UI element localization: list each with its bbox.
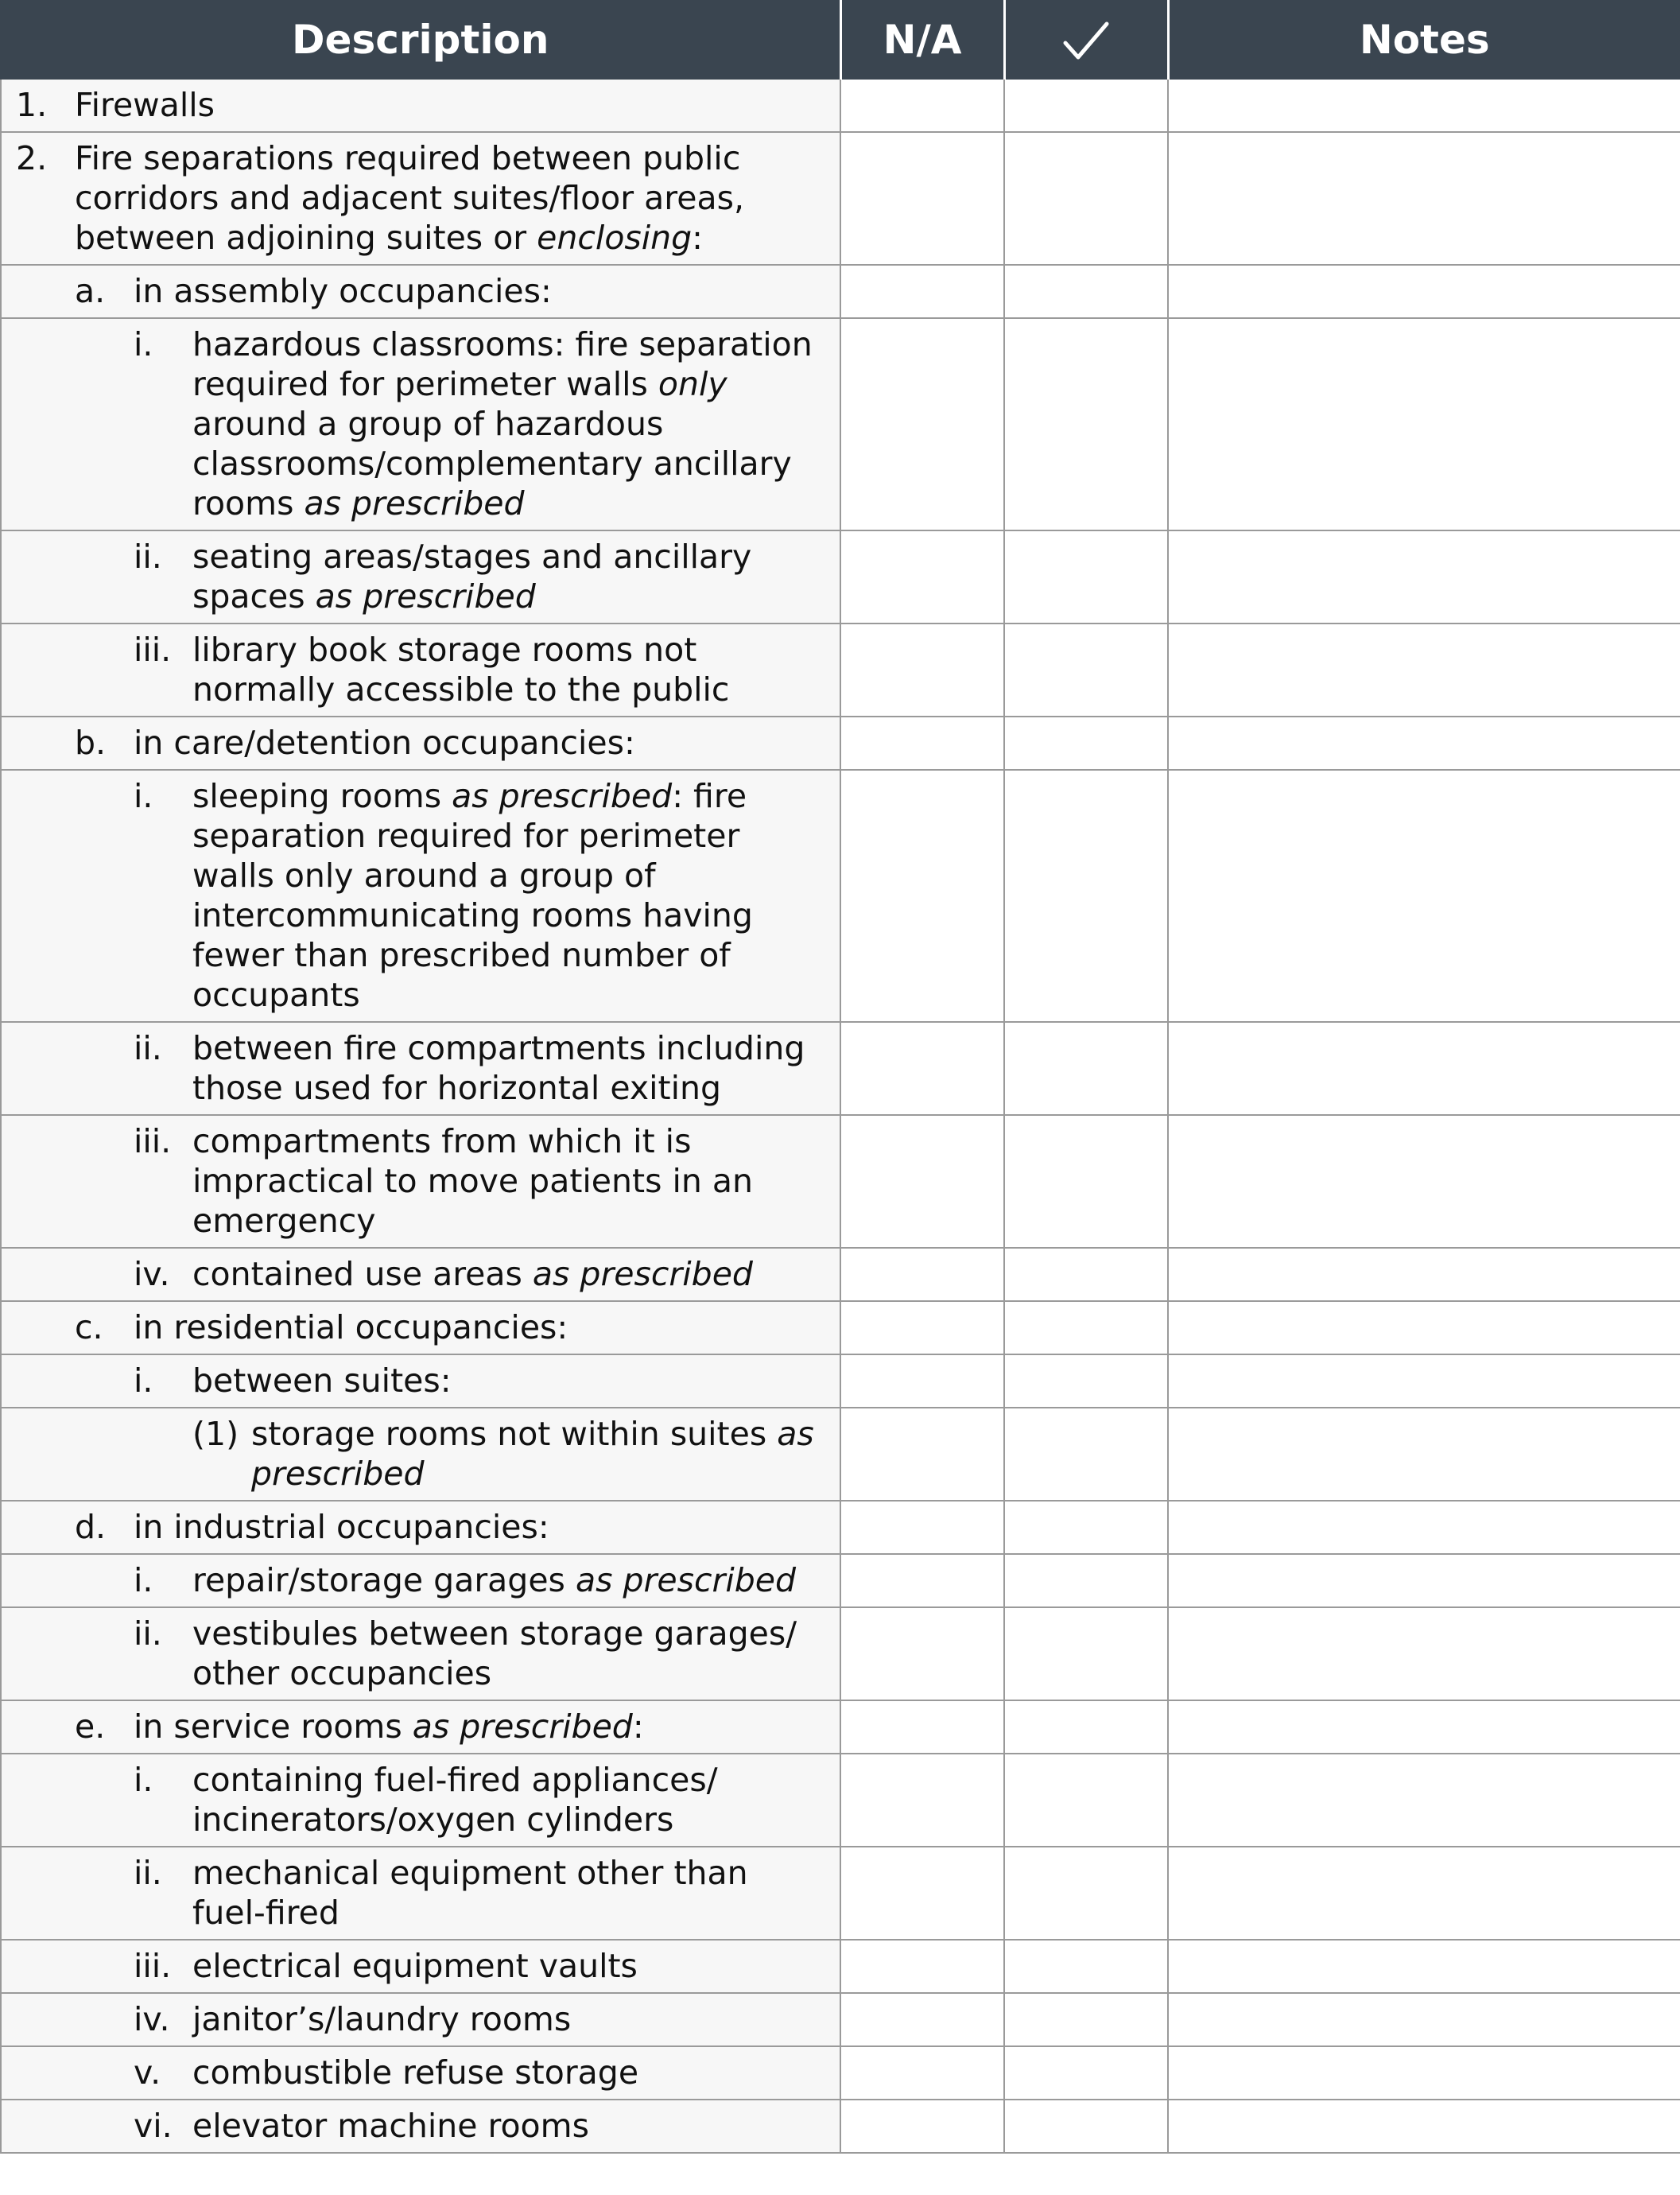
na-cell[interactable] bbox=[840, 1993, 1004, 2046]
header-check bbox=[1004, 1, 1168, 79]
item-text-segment: in industrial occupancies: bbox=[134, 1508, 549, 1546]
check-cell[interactable] bbox=[1004, 1408, 1168, 1501]
description-cell bbox=[1, 1940, 840, 1993]
na-cell[interactable] bbox=[840, 79, 1004, 132]
description-cell bbox=[1, 1115, 840, 1248]
notes-cell[interactable] bbox=[1168, 770, 1680, 1022]
item-number: i. bbox=[134, 1761, 153, 1799]
checklist-item bbox=[2, 1760, 821, 1840]
item-number: ii. bbox=[134, 538, 162, 576]
na-cell[interactable] bbox=[840, 2100, 1004, 2153]
table-row bbox=[1, 1940, 1680, 1993]
checklist-item bbox=[2, 1507, 821, 1547]
item-text-segment: combustible refuse storage bbox=[192, 2053, 639, 2092]
check-cell[interactable] bbox=[1004, 1248, 1168, 1301]
description-cell bbox=[1, 2100, 840, 2153]
table-row bbox=[1, 1408, 1680, 1501]
header-row bbox=[1, 1, 1680, 79]
item-number: v. bbox=[134, 2053, 161, 2092]
description-cell bbox=[1, 1754, 840, 1847]
item-text bbox=[134, 723, 821, 763]
description-cell bbox=[1, 1847, 840, 1940]
description-cell bbox=[1, 1993, 840, 2046]
na-cell[interactable] bbox=[840, 770, 1004, 1022]
item-number: i. bbox=[134, 1362, 153, 1400]
notes-cell[interactable] bbox=[1168, 1115, 1680, 1248]
description-cell bbox=[1, 132, 840, 265]
item-text-segment: Fire separations required between public corridors and adjacent suites/floor areas, between adjoining suites or bbox=[75, 139, 744, 257]
notes-cell[interactable] bbox=[1168, 1022, 1680, 1115]
check-cell[interactable] bbox=[1004, 1022, 1168, 1115]
check-cell[interactable] bbox=[1004, 2046, 1168, 2100]
item-text bbox=[192, 537, 821, 616]
checklist-item bbox=[2, 324, 821, 523]
item-number: ii. bbox=[134, 1029, 162, 1067]
check-cell[interactable] bbox=[1004, 1554, 1168, 1607]
na-cell[interactable] bbox=[840, 1115, 1004, 1248]
item-number: ii. bbox=[134, 1614, 162, 1653]
item-text-segment: : bbox=[632, 1707, 644, 1746]
description-cell bbox=[1, 1700, 840, 1754]
notes-cell[interactable] bbox=[1168, 717, 1680, 770]
notes-cell[interactable] bbox=[1168, 1301, 1680, 1354]
table-row bbox=[1, 1022, 1680, 1115]
table-row bbox=[1, 770, 1680, 1022]
check-cell[interactable] bbox=[1004, 530, 1168, 624]
item-text bbox=[192, 1121, 821, 1241]
item-number: ii. bbox=[134, 1854, 162, 1892]
na-cell[interactable] bbox=[840, 1700, 1004, 1754]
table-row bbox=[1, 1301, 1680, 1354]
checklist-item bbox=[2, 2053, 821, 2092]
description-cell bbox=[1, 318, 840, 530]
na-cell[interactable] bbox=[840, 530, 1004, 624]
checklist-item bbox=[2, 1307, 821, 1347]
header-description: Description bbox=[1, 1, 840, 79]
checklist-item bbox=[2, 138, 821, 258]
checklist-item bbox=[2, 2106, 821, 2146]
item-text-emphasis: as prescribed bbox=[532, 1255, 753, 1293]
table-row bbox=[1, 1754, 1680, 1847]
item-text-segment: storage rooms not within suites bbox=[251, 1415, 778, 1453]
check-cell[interactable] bbox=[1004, 1354, 1168, 1408]
item-text bbox=[192, 1853, 821, 1933]
item-number: e. bbox=[75, 1707, 106, 1746]
table-row bbox=[1, 2100, 1680, 2153]
item-text bbox=[192, 324, 821, 523]
item-text-emphasis: as prescribed bbox=[315, 577, 536, 616]
checklist-item bbox=[2, 1707, 821, 1746]
item-text-segment: between suites: bbox=[192, 1362, 452, 1400]
table-row bbox=[1, 2046, 1680, 2100]
item-text-segment: repair/storage garages bbox=[192, 1561, 576, 1599]
check-cell[interactable] bbox=[1004, 1940, 1168, 1993]
item-text-segment: in service rooms bbox=[134, 1707, 413, 1746]
item-text bbox=[192, 1760, 821, 1840]
table-row bbox=[1, 1993, 1680, 2046]
checklist-item bbox=[2, 630, 821, 709]
item-number: b. bbox=[75, 724, 107, 762]
table-row bbox=[1, 624, 1680, 717]
item-text bbox=[251, 1414, 821, 1494]
description-cell bbox=[1, 770, 840, 1022]
item-number: i. bbox=[134, 777, 153, 815]
item-number: d. bbox=[75, 1508, 107, 1546]
description-cell bbox=[1, 1501, 840, 1554]
checklist-item bbox=[2, 1254, 821, 1294]
checklist-item bbox=[2, 1999, 821, 2039]
description-cell bbox=[1, 265, 840, 318]
item-number: iii. bbox=[134, 1947, 172, 1985]
table-row bbox=[1, 1700, 1680, 1754]
item-text bbox=[134, 1707, 821, 1746]
item-text-segment: : fire separation required for perimeter walls only around a group of intercommunicating rooms having fewer than prescribed number of occupants bbox=[192, 777, 753, 1014]
na-cell[interactable] bbox=[840, 1940, 1004, 1993]
description-cell bbox=[1, 1408, 840, 1501]
table-row bbox=[1, 1115, 1680, 1248]
notes-cell[interactable] bbox=[1168, 1700, 1680, 1754]
item-text bbox=[192, 1614, 821, 1693]
item-text bbox=[192, 1361, 821, 1401]
notes-cell[interactable] bbox=[1168, 1408, 1680, 1501]
item-text-segment: vestibules between storage garages/ other occupancies bbox=[192, 1614, 797, 1692]
checklist-item bbox=[2, 1853, 821, 1933]
checklist-item bbox=[2, 1361, 821, 1401]
checkmark-icon bbox=[1061, 19, 1112, 64]
item-text-emphasis: only bbox=[658, 365, 727, 403]
notes-cell[interactable] bbox=[1168, 2046, 1680, 2100]
checklist-item bbox=[2, 723, 821, 763]
notes-cell[interactable] bbox=[1168, 1354, 1680, 1408]
item-text-emphasis: as prescribed bbox=[304, 484, 525, 523]
item-number: i. bbox=[134, 325, 153, 363]
check-cell[interactable] bbox=[1004, 1301, 1168, 1354]
item-text-segment: in care/detention occupancies: bbox=[134, 724, 635, 762]
item-text bbox=[134, 1507, 821, 1547]
item-text bbox=[192, 2053, 821, 2092]
description-cell bbox=[1, 79, 840, 132]
item-text-segment: library book storage rooms not normally accessible to the public bbox=[192, 631, 730, 709]
notes-cell[interactable] bbox=[1168, 530, 1680, 624]
na-cell[interactable] bbox=[840, 1501, 1004, 1554]
check-cell[interactable] bbox=[1004, 624, 1168, 717]
item-number: i. bbox=[134, 1561, 153, 1599]
checklist-item bbox=[2, 776, 821, 1015]
item-text-segment: compartments from which it is impractical to move patients in an emergency bbox=[192, 1122, 753, 1240]
checklist-item bbox=[2, 271, 821, 311]
item-number: 2. bbox=[16, 139, 48, 177]
item-number: a. bbox=[75, 272, 106, 310]
checklist-item bbox=[2, 1614, 821, 1693]
item-text bbox=[134, 1307, 821, 1347]
description-cell bbox=[1, 1301, 840, 1354]
description-cell bbox=[1, 624, 840, 717]
item-text bbox=[75, 138, 821, 258]
notes-cell[interactable] bbox=[1168, 79, 1680, 132]
check-cell[interactable] bbox=[1004, 132, 1168, 265]
item-text-segment: in assembly occupancies: bbox=[134, 272, 552, 310]
table-row bbox=[1, 530, 1680, 624]
item-number: 1. bbox=[16, 86, 48, 124]
na-cell[interactable] bbox=[840, 717, 1004, 770]
item-text bbox=[192, 630, 821, 709]
item-text-segment: around a group of hazardous classrooms/complementary ancillary rooms bbox=[192, 405, 792, 523]
item-text bbox=[192, 1028, 821, 1108]
table-row bbox=[1, 1607, 1680, 1700]
item-text bbox=[75, 85, 821, 125]
item-text-segment: mechanical equipment other than fuel-fired bbox=[192, 1854, 748, 1932]
description-cell bbox=[1, 1354, 840, 1408]
item-text bbox=[192, 776, 821, 1015]
checklist-item bbox=[2, 85, 821, 125]
check-cell[interactable] bbox=[1004, 770, 1168, 1022]
description-cell bbox=[1, 530, 840, 624]
check-cell[interactable] bbox=[1004, 1115, 1168, 1248]
na-cell[interactable] bbox=[840, 2046, 1004, 2100]
notes-cell[interactable] bbox=[1168, 265, 1680, 318]
item-text-segment: janitor’s/laundry rooms bbox=[192, 2000, 572, 2038]
check-cell[interactable] bbox=[1004, 1754, 1168, 1847]
item-number: (1) bbox=[192, 1415, 239, 1453]
item-text-emphasis: as prescribed bbox=[251, 1415, 814, 1493]
table-row bbox=[1, 717, 1680, 770]
item-text-segment: electrical equipment vaults bbox=[192, 1947, 638, 1985]
header-na: N/A bbox=[840, 1, 1004, 79]
table-row bbox=[1, 265, 1680, 318]
table-row bbox=[1, 1554, 1680, 1607]
table-row bbox=[1, 1847, 1680, 1940]
na-cell[interactable] bbox=[840, 624, 1004, 717]
item-text-emphasis: as prescribed bbox=[412, 1707, 633, 1746]
item-number: vi. bbox=[134, 2107, 173, 2145]
header-notes: Notes bbox=[1168, 1, 1680, 79]
na-cell[interactable] bbox=[840, 1847, 1004, 1940]
item-text-segment: : bbox=[692, 219, 703, 257]
notes-cell[interactable] bbox=[1168, 1607, 1680, 1700]
notes-cell[interactable] bbox=[1168, 2100, 1680, 2153]
na-cell[interactable] bbox=[840, 1301, 1004, 1354]
item-text bbox=[192, 1560, 821, 1600]
description-cell bbox=[1, 1554, 840, 1607]
notes-cell[interactable] bbox=[1168, 1847, 1680, 1940]
na-cell[interactable] bbox=[840, 1248, 1004, 1301]
checklist-item bbox=[2, 537, 821, 616]
item-text-segment: between fire compartments including those used for horizontal exiting bbox=[192, 1029, 805, 1107]
notes-cell[interactable] bbox=[1168, 318, 1680, 530]
notes-cell[interactable] bbox=[1168, 1501, 1680, 1554]
item-text-segment: hazardous classrooms: fire separation required for perimeter walls bbox=[192, 325, 813, 403]
checklist-item bbox=[2, 1414, 821, 1494]
na-cell[interactable] bbox=[840, 132, 1004, 265]
na-cell[interactable] bbox=[840, 318, 1004, 530]
table-row bbox=[1, 79, 1680, 132]
na-cell[interactable] bbox=[840, 1754, 1004, 1847]
notes-cell[interactable] bbox=[1168, 1248, 1680, 1301]
na-cell[interactable] bbox=[840, 1022, 1004, 1115]
item-number: c. bbox=[75, 1308, 103, 1346]
checklist-item bbox=[2, 1946, 821, 1986]
item-text-segment: elevator machine rooms bbox=[192, 2107, 589, 2145]
description-cell bbox=[1, 1607, 840, 1700]
item-text-segment: Firewalls bbox=[75, 86, 215, 124]
notes-cell[interactable] bbox=[1168, 1940, 1680, 1993]
check-cell[interactable] bbox=[1004, 717, 1168, 770]
item-text bbox=[192, 1946, 821, 1986]
table-row bbox=[1, 1354, 1680, 1408]
description-cell bbox=[1, 1248, 840, 1301]
check-cell[interactable] bbox=[1004, 1847, 1168, 1940]
item-text bbox=[192, 1254, 821, 1294]
item-text-emphasis: as prescribed bbox=[575, 1561, 797, 1599]
na-cell[interactable] bbox=[840, 265, 1004, 318]
check-cell[interactable] bbox=[1004, 1607, 1168, 1700]
check-cell[interactable] bbox=[1004, 1700, 1168, 1754]
na-cell[interactable] bbox=[840, 1408, 1004, 1501]
na-cell[interactable] bbox=[840, 1607, 1004, 1700]
na-cell[interactable] bbox=[840, 1554, 1004, 1607]
item-text bbox=[192, 1999, 821, 2039]
checklist-item bbox=[2, 1028, 821, 1108]
item-number: iv. bbox=[134, 1255, 170, 1293]
checklist-item bbox=[2, 1560, 821, 1600]
check-cell[interactable] bbox=[1004, 2100, 1168, 2153]
item-number: iii. bbox=[134, 1122, 172, 1160]
item-text-segment: seating areas/stages and ancillary spaces bbox=[192, 538, 752, 616]
item-text-emphasis: as prescribed bbox=[452, 777, 673, 815]
table-row bbox=[1, 1248, 1680, 1301]
notes-cell[interactable] bbox=[1168, 1993, 1680, 2046]
notes-cell[interactable] bbox=[1168, 624, 1680, 717]
check-cell[interactable] bbox=[1004, 1501, 1168, 1554]
check-cell[interactable] bbox=[1004, 79, 1168, 132]
check-cell[interactable] bbox=[1004, 265, 1168, 318]
table-row bbox=[1, 318, 1680, 530]
item-text-segment: contained use areas bbox=[192, 1255, 533, 1293]
table-row bbox=[1, 1501, 1680, 1554]
description-cell bbox=[1, 2046, 840, 2100]
item-text bbox=[192, 2106, 821, 2146]
checklist-item bbox=[2, 1121, 821, 1241]
item-text bbox=[134, 271, 821, 311]
table-row bbox=[1, 132, 1680, 265]
item-text-segment: containing fuel-fired appliances/ incinerators/oxygen cylinders bbox=[192, 1761, 718, 1839]
item-number: iv. bbox=[134, 2000, 170, 2038]
item-text-segment: sleeping rooms bbox=[192, 777, 452, 815]
item-text-segment: in residential occupancies: bbox=[134, 1308, 568, 1346]
check-cell[interactable] bbox=[1004, 318, 1168, 530]
item-text-emphasis: enclosing bbox=[537, 219, 693, 257]
check-cell[interactable] bbox=[1004, 1993, 1168, 2046]
notes-cell[interactable] bbox=[1168, 1754, 1680, 1847]
na-cell[interactable] bbox=[840, 1354, 1004, 1408]
notes-cell[interactable] bbox=[1168, 132, 1680, 265]
description-cell bbox=[1, 1022, 840, 1115]
notes-cell[interactable] bbox=[1168, 1554, 1680, 1607]
item-number: iii. bbox=[134, 631, 172, 669]
description-cell bbox=[1, 717, 840, 770]
